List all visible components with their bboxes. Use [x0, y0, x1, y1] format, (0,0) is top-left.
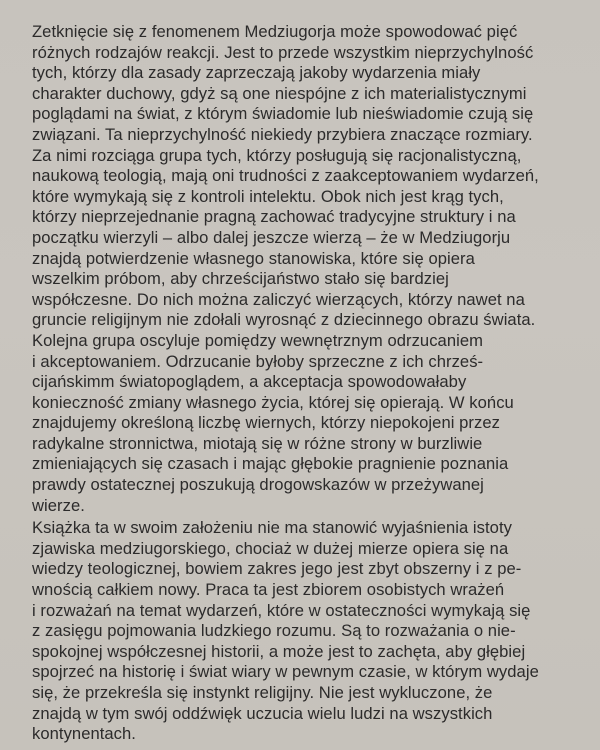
text-line: i akceptowaniem. Odrzucanie byłoby sprzeczne z ich chrześ-	[32, 351, 484, 371]
text-line: naukową teologią, mają oni trudności z zaakceptowaniem wydarzeń,	[32, 166, 539, 186]
text-line: którzy nieprzejednanie pragną zachować tradycyjne struktury i na	[32, 207, 516, 227]
text-line: z zasięgu pojmowania ludzkiego rozumu. Są to rozważania o nie-	[32, 621, 516, 641]
text-line: konieczność zmiany własnego życia, której się opierają. W końcu	[32, 392, 514, 412]
text-line: spokojnej współczesnej historii, a może jest to zachęta, aby głębiej	[32, 641, 526, 661]
text-line: znajdujemy określoną liczbę wiernych, którzy niepokojeni przez	[32, 413, 500, 433]
text-body	[32, 22, 586, 745]
text-line: które wymykają się z kontroli intelektu. Obok nich jest krąg tych,	[32, 186, 504, 206]
text-line: cijańskimm światopoglądem, a akceptacja spowodowałaby	[32, 372, 467, 392]
text-line: znajdą w tym swój oddźwięk uczucia wielu ludzi na wszystkich	[32, 703, 493, 723]
text-line: wierze.	[32, 495, 85, 515]
text-line: i rozważań na temat wydarzeń, które w ostateczności wymykają się	[32, 600, 531, 620]
text-line: wiedzy teologicznej, bowiem zakres jego jest zbyt obszerny i z pe-	[32, 559, 522, 579]
text-line: wnością całkiem nowy. Praca ta jest zbiorem osobistych wrażeń	[32, 580, 505, 600]
text-line: współczesne. Do nich można zaliczyć wierzących, którzy nawet na	[32, 289, 525, 309]
text-line: charakter duchowy, gdyż są one niespójne z ich materialistycznymi	[32, 83, 527, 103]
text-line: gruncie religijnym nie zdołali wyrosnąć z dziecinnego obrazu świata.	[32, 310, 536, 330]
text-line: prawdy ostatecznej poszukują drogowskazów w przeżywanej	[32, 475, 484, 495]
text-line: poglądami na świat, z którym świadomie lub nieświadomie czują się	[32, 104, 534, 124]
paragraph-1	[32, 22, 586, 516]
text-line: radykalne stronnictwa, miotają się w różne strony w burzliwie	[32, 433, 483, 453]
text-line: Kolejna grupa oscyluje pomiędzy wewnętrznym odrzucaniem	[32, 330, 483, 350]
text-line: spojrzeć na historię i świat wiary w pewnym czasie, w którym wydaje	[32, 662, 539, 682]
text-line: Za nimi rozciąga grupa tych, którzy posługują się racjonalistyczną,	[32, 145, 522, 165]
text-line: zjawiska medziugorskiego, chociaż w dużej mierze opiera się na	[32, 538, 509, 558]
text-line: Książka ta w swoim założeniu nie ma stanowić wyjaśnienia istoty	[32, 518, 512, 538]
text-line: Zetknięcie się z fenomenem Medziugorja może spowodować pięć	[32, 22, 518, 41]
text-line: wszelkim próbom, aby chrześcijaństwo stało się bardziej	[32, 269, 449, 289]
text-line: związani. Ta nieprzychylność niekiedy przybiera znaczące rozmiary.	[32, 124, 533, 144]
text-line: znajdą potwierdzenie własnego stanowiska, które się opiera	[32, 248, 475, 268]
text-line: różnych rodzajów reakcji. Jest to przede wszystkim nieprzychylność	[32, 42, 534, 62]
text-line: zmieniających się czasach i mając głębokie pragnienie poznania	[32, 454, 509, 474]
text-line: początku wierzyli – albo dalej jeszcze wierzą – że w Medziugorju	[32, 227, 511, 247]
paragraph-2	[32, 518, 586, 745]
text-line: się, że przekreśla się instynkt religijny. Nie jest wykluczone, że	[32, 683, 493, 702]
text-line: tych, którzy dla zasady zaprzeczają jakoby wydarzenia miały	[32, 63, 481, 83]
text-line: kontynentach.	[32, 724, 136, 744]
